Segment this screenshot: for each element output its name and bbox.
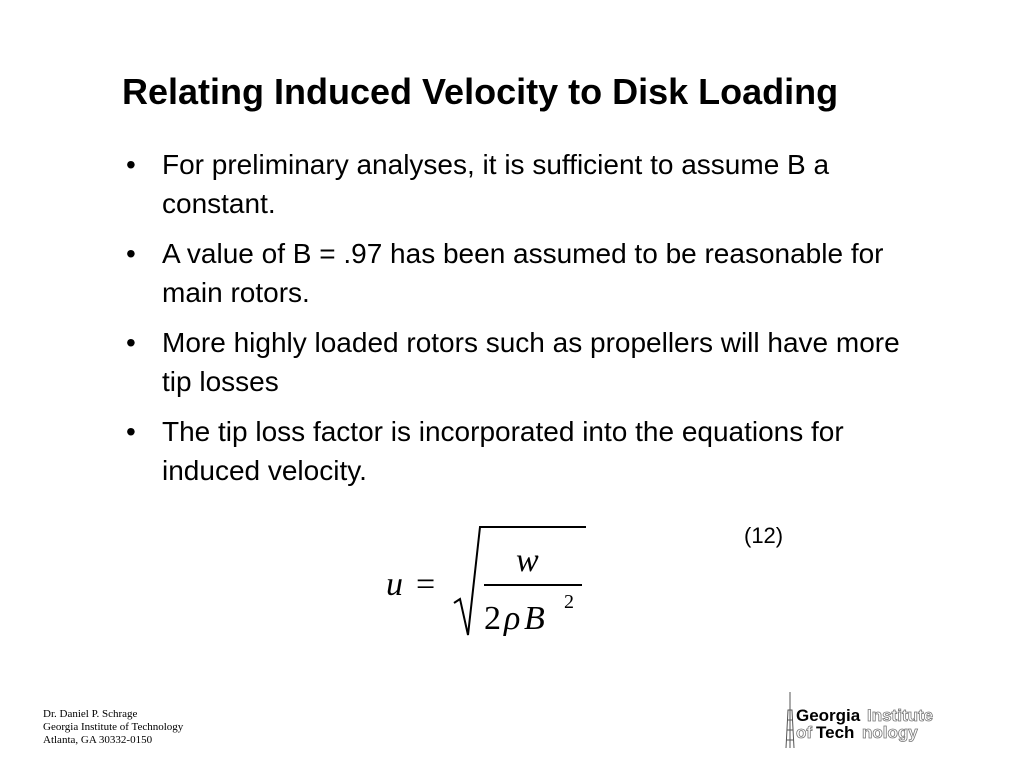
bullet-item: [122, 145, 922, 223]
footer-institution: Georgia Institute of Technology: [43, 721, 184, 733]
denominator-rho: ρ: [504, 600, 521, 637]
equation-lhs: u: [386, 566, 403, 603]
footer-author: Dr. Daniel P. Schrage: [43, 708, 138, 720]
bullet-item: [122, 323, 922, 401]
denominator-coefficient: 2: [484, 600, 501, 637]
bullet-text: More highly loaded rotors such as propellers will have more tip losses: [162, 327, 900, 397]
slide-title: Relating Induced Velocity to Disk Loading: [122, 71, 839, 112]
equation-number: (12): [744, 523, 784, 548]
bullet-symbol: •: [126, 149, 136, 180]
equation-graphic: [380, 515, 600, 650]
tech-tower-icon: [786, 692, 794, 748]
induced-velocity-equation: [380, 515, 600, 650]
logo-institute: Institute: [867, 706, 934, 725]
footer-address: Atlanta, GA 30332-0150: [43, 734, 153, 746]
logo-of: of: [796, 723, 813, 742]
georgia-tech-logo: [782, 690, 962, 750]
equals-sign: =: [416, 566, 436, 603]
bullet-symbol: •: [126, 238, 136, 269]
logo-nology: nology: [862, 723, 918, 742]
bullet-symbol: •: [126, 416, 136, 447]
bullet-item: [122, 412, 922, 490]
footer-credits: [43, 708, 183, 747]
bullet-text: The tip loss factor is incorporated into the equations for induced velocity.: [162, 416, 844, 486]
denominator-exponent: 2: [564, 591, 574, 613]
bullet-item: [122, 234, 922, 312]
denominator-variable: B: [524, 600, 545, 637]
logo-georgia: Georgia: [796, 706, 861, 725]
equation-numerator: w: [516, 542, 539, 579]
bullet-text: A value of B = .97 has been assumed to be reasonable for main rotors.: [162, 238, 884, 308]
bullet-symbol: •: [126, 327, 136, 358]
bullet-list: [122, 145, 922, 501]
bullet-text: For preliminary analyses, it is sufficient to assume B a constant.: [162, 149, 830, 219]
logo-tech: Tech: [816, 723, 855, 742]
logo-graphic: [782, 690, 962, 750]
